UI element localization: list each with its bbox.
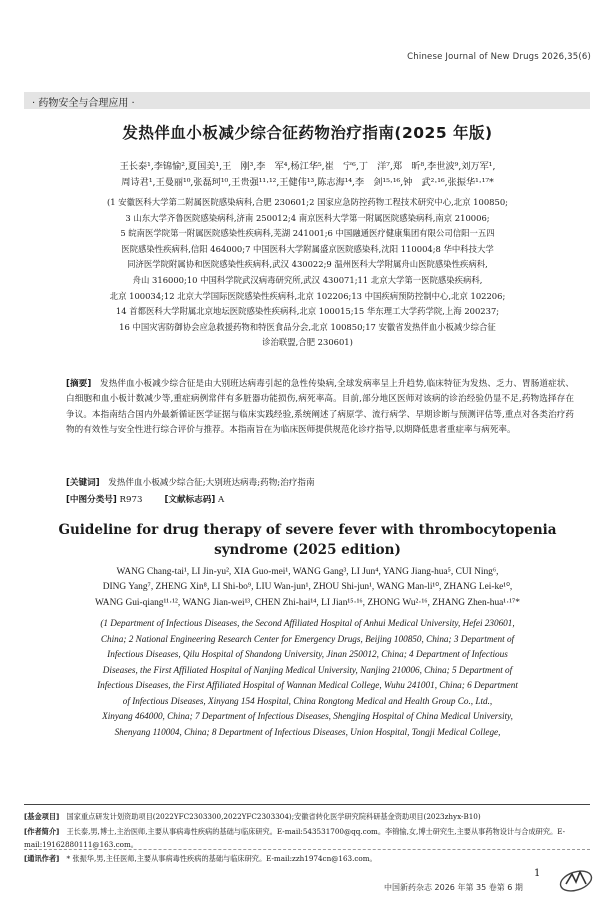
affiliation-line: Infectious Diseases, the First Affiliated Hospital of Wannan Medical College, Wuhu 241001, China; 6 Department [97, 680, 518, 690]
corresponding-author-footnote [24, 853, 584, 866]
author-bio-footnote [24, 826, 584, 851]
affiliation-line: Infectious Diseases, Qilu Hospital of Shandong University, Jinan 250012, China; 4 Department of Infectious [107, 649, 508, 659]
author-line: DING Yang⁷, ZHENG Xin⁸, LI Shi-bo⁹, LIU Wan-jun¹, ZHOU Shi-jun¹, WANG Man-li¹⁰, ZHANG Lei-ke¹⁰, [102, 582, 513, 593]
footnote-divider [24, 849, 590, 850]
affiliation-line: of Infectious Diseases, Xinyang 154 Hospital, China Rongtong Medical and Health Group Co., Ltd., [122, 695, 493, 706]
abstract-label: [摘要] [66, 379, 92, 389]
affiliation-line: (1 Department of Infectious Diseases, the Second Affiliated Hospital of Anhui Medical University, Hefei 230601, [100, 618, 515, 628]
classification [66, 493, 224, 505]
doc-code-label: [文献标志码] [164, 495, 216, 505]
footer-journal: 中国新药杂志 2026 年第 35 卷第 6 期 [384, 883, 523, 892]
english-affiliations [18, 616, 597, 740]
chinese-affiliations [22, 195, 593, 351]
affiliation-line: 舟山 316000;10 中国科学院武汉病毒研究所,武汉 430071;11 北京大学第一医院感染疾病科, [132, 274, 483, 285]
author-line: 周诗君¹,王曼丽¹⁰,张磊珂¹⁰,王贵强¹¹·¹²,王健伟¹³,陈志海¹⁴,李 剑¹⁵·¹⁶,钟 武²·¹⁶,张振华¹·¹⁷* [121, 176, 494, 188]
affiliation-line: Shenyang 110004, China; 8 Department of Infectious Diseases, Union Hospital, Tongji Medical College, [114, 726, 501, 737]
author-bio-label: [作者简介] [24, 827, 60, 836]
clc-value: R973 [116, 495, 143, 505]
chinese-title: 发热伴血小板减少综合征药物治疗指南(2025 年版) [122, 124, 493, 142]
affiliation-line: 同济医学院附属协和医院感染性疾病科,武汉 430022;9 温州医科大学附属舟山医院感染性疾病科, [127, 259, 488, 270]
affiliation-line: 医院感染性疾病科,信阳 464000;7 中国医科大学附属盛京医院感染科,沈阳 110004;8 华中科技大学 [121, 243, 494, 254]
section-label: · 药物安全与合理应用 · [32, 98, 135, 109]
abstract [66, 377, 574, 438]
affiliation-line: 14 首都医科大学附属北京地坛医院感染性疾病科,北京 100015;15 华东理工大学药学院,上海 200237; [115, 306, 500, 317]
affiliation-line: Diseases, the First Affiliated Hospital of Nanjing Medical University, Nanjing 210006, China; 5 Department of [102, 664, 513, 675]
keywords-text: 发热伴血小板减少综合征;大别班达病毒;药物;治疗指南 [99, 478, 315, 488]
english-title [0, 520, 615, 560]
author-line: 王长泰¹,李锦愉²,夏国美¹,王 刚³,李 军⁴,杨江华⁵,崔 宁⁶,丁 洋⁷,郑 昕⁸,李世波⁹,刘万军¹, [119, 161, 496, 172]
keywords-label: [关键词] [66, 478, 100, 488]
page-number: 1 [534, 868, 541, 879]
footnote-divider [24, 804, 590, 805]
affiliation-line: 3 山东大学齐鲁医院感染病科,济南 250012;4 南京医科大学第一附属医院感染病科,南京 210006; [125, 212, 490, 223]
affiliation-line: 5 皖南医学院第一附属医院感染性疾病科,芜湖 241001;6 中国融通医疗健康集团有限公司信阳一五四 [120, 228, 495, 239]
journal-logo-icon [558, 864, 594, 898]
doc-code-value: A [215, 495, 225, 505]
clc-label: [中图分类号] [66, 495, 117, 505]
affiliation-line: 16 中国灾害防御协会应急救援药物和特医食品分会,北京 100850;17 安徽省发热伴血小板减少综合征 [119, 321, 496, 332]
abstract-text: 发热伴血小板减少综合征是由大别班达病毒引起的急性传染病,全球发病率呈上升趋势,临床特征为发热、乏力、胃肠道症状、白细胞和血小板计数减少等,重症病例常伴有多脏器功能损伤,病死率高。目前,部分地区医师对该病的诊治经验仍显不足,药物选择存在争议。本指南结合国内外最新循证医学证据与临床实践经验,系统阐述了病原学、流行病学、早期诊断与预测评估等,重点对各类治疗药物的有效性与安全性进行综合评价与推荐。本指南旨在为临床医师提供规范化诊疗指导,以期降低患者重症率与病死率。 [66, 379, 575, 435]
fund-footnote [24, 811, 584, 824]
author-bio-text: 王长泰,男,博士,主治医师,主要从事病毒性疾病的基础与临床研究。E-mail:543531700@qq.com。李锦愉,女,博士研究生,主要从事药物设计与合成研究。E-mail:19162880111@163.com。 [24, 827, 566, 849]
chinese-authors [22, 159, 593, 190]
corr-label: [通讯作者] [24, 854, 60, 863]
fund-label: [基金项目] [24, 812, 60, 821]
english-authors [18, 565, 597, 611]
fund-text: 国家重点研发计划资助项目(2022YFC2303300,2022YFC2303304);安徽省转化医学研究院科研基金资助项目(2023zhyx-B10) [59, 812, 481, 821]
corr-text: * 张振华,男,主任医师,主要从事病毒性疾病的基础与临床研究。E-mail:zzh1974cn@163.com。 [59, 854, 377, 863]
author-line: WANG Chang-tai¹, LI Jin-yu², XIA Guo-mei¹, WANG Gang³, LI Jun⁴, YANG Jiang-hua⁵, CUI Ning⁶, [116, 567, 499, 577]
english-title-line: Guideline for drug therapy of severe fever with thrombocytopenia [58, 522, 557, 538]
affiliation-line: Xinyang 464000, China; 7 Department of Infectious Diseases, Shengjing Hospital of China Medical University, [102, 711, 513, 721]
keywords [66, 476, 315, 488]
journal-header: Chinese Journal of New Drugs 2026,35(6) [407, 52, 591, 62]
affiliation-line: 北京 100034;12 北京大学国际医院感染性疾病科,北京 102206;13 中国疾病预防控制中心,北京 102206; [109, 290, 506, 301]
affiliation-line: 诊治联盟,合肥 230601) [262, 337, 353, 348]
affiliation-line: (1 安徽医科大学第二附属医院感染病科,合肥 230601;2 国家应急防控药物工程技术研究中心,北京 100850; [107, 197, 508, 207]
affiliation-line: China; 2 National Engineering Research Center for Emergency Drugs, Beijing 100850, China; 3 Department of [100, 633, 515, 644]
author-line: WANG Gui-qiang¹¹·¹², WANG Jian-wei¹³, CHEN Zhi-hai¹⁴, LI Jian¹⁵·¹⁶, ZHONG Wu²·¹⁶, ZHANG Zhen-hua¹·¹⁷* [95, 597, 520, 608]
english-title-line: syndrome (2025 edition) [214, 542, 401, 558]
